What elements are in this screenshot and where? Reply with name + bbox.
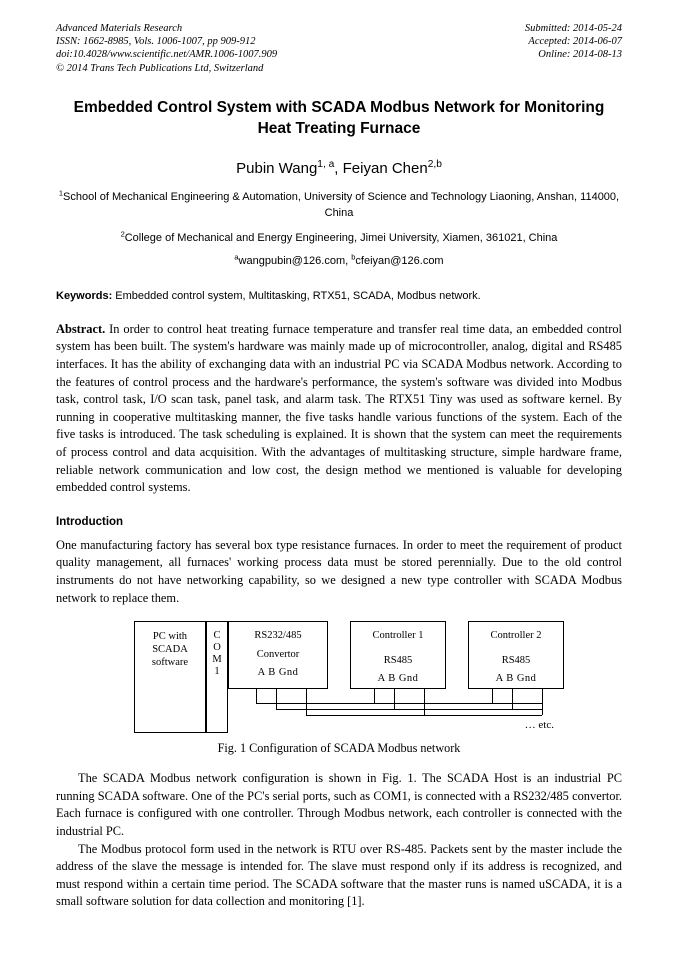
abstract-label: Abstract. (56, 321, 106, 336)
email-b-sup: b (351, 252, 356, 262)
figure-convertor-title: RS232/485 (254, 630, 302, 642)
author-2-name: Feiyan Chen (342, 159, 428, 177)
author-1-name: Pubin Wang (236, 159, 318, 177)
figure-1-caption: Fig. 1 Configuration of SCADA Modbus network (217, 741, 461, 756)
page-header (56, 22, 622, 75)
figure-com-box (206, 621, 228, 733)
figure-controller-1-sub: RS485 (383, 655, 413, 667)
paper-title: Embedded Control System with SCADA Modbus Network for Monitoring Heat Treating Furnace (73, 98, 605, 137)
keywords-line (56, 289, 622, 304)
figure-controller-2-sub: RS485 (501, 655, 531, 667)
figure-pc-label: PC with SCADA software (151, 631, 189, 669)
figure-etc-label: … etc. (524, 719, 554, 732)
affiliation-1-text: School of Mechanical Engineering & Automation, University of Science and Technology Liaoning, Anshan, 114000, China (63, 190, 620, 219)
email-a-sup: a (234, 252, 239, 262)
affiliation-2-text: College of Mechanical and Energy Engineering, Jimei University, Xiamen, 361021, China (124, 231, 558, 244)
affiliation-2-sup: 2 (120, 229, 125, 239)
figure-bus-b (276, 709, 542, 710)
keywords-text: Embedded control system, Multitasking, RTX51, SCADA, Modbus network. (112, 289, 481, 302)
figure-wire-conv-a-v (256, 689, 257, 703)
figure-controller-1-box (350, 621, 446, 689)
figure-wire-c2-a-v (492, 689, 493, 703)
author-2-sup: 2,b (427, 158, 442, 170)
submitted-date: Submitted: 2014-05-24 (524, 23, 622, 34)
abstract-text: In order to control heat treating furnace temperature and transfer real time data, an embedded control system has been built. The system's hardware was mainly made up of microcontroller, analog, digital and RS485 interfaces. It has the ability of exchanging data with an industrial PC via SCADA Modbus network. According to the features of control process and the hardware's performance, the system's software was divided into Modbus task, control task, I/O scan task, panel task, and alarm task. The RTX51 Tiny was used as software kernel. By running in cooperative multitasking manner, the five tasks handle various functions of the system. Each of the five tasks is introduced. The task scheduling is explained. It is shown that the system can meet the requirements of process control and data acquisition. With the advantages of multitasking structure, simple hardware frame, reliable network communication and low cost, the design method we mentioned is valuable for developing embedded control systems. (56, 321, 622, 495)
author-emails (56, 252, 622, 267)
figure-1-diagram (134, 621, 554, 733)
figure-bus-b-riser (542, 709, 543, 715)
figure-convertor-box (228, 621, 328, 689)
figure-com-label: C O M 1 (212, 630, 222, 678)
keywords-label: Keywords: (56, 289, 113, 302)
journal-name: Advanced Materials Research (56, 23, 183, 34)
figure-wire-conv-b-v (276, 689, 277, 709)
intro-paragraph-1: One manufacturing factory has several box type resistance furnaces. In order to meet the requirement of product quality management, all furnaces' working process data must be stored perennially. Due to the old control instruments do not have networking capability, so we designed a new type controller with SCADA Modbus network to replace them. (56, 537, 622, 605)
figure-pc-box (134, 621, 206, 733)
affiliation-1 (56, 189, 622, 221)
figure-controller-2-box (468, 621, 564, 689)
author-1-sup: 1, a (317, 158, 335, 170)
issn-line: ISSN: 1662-8985, Vols. 1006-1007, pp 909-912 (56, 36, 256, 48)
intro-paragraph-3: The Modbus protocol form used in the network is RTU over RS-485. Packets sent by the master include the address of the slave the message is intended for. The slave must respond only if its address is recognized, and must respond within a certain time period. The SCADA software that the master runs is named uSCADA, it is a small software solution for data collection and monitoring [1]. (56, 841, 622, 909)
author-list (56, 159, 622, 179)
affiliation-1-sup: 1 (58, 188, 64, 198)
figure-convertor-pins: A B Gnd (257, 667, 299, 679)
section-heading-introduction: Introduction (56, 515, 124, 528)
email-a: wangpubin@126.com, (238, 254, 352, 267)
abstract-paragraph (56, 321, 622, 497)
online-date: Online: 2014-08-13 (538, 49, 622, 61)
figure-bus-a (256, 703, 542, 704)
affiliation-2 (56, 230, 622, 246)
figure-wire-conv-g-v (306, 689, 307, 715)
figure-controller-1-title: Controller 1 (372, 630, 424, 642)
copyright-line: © 2014 Trans Tech Publications Ltd, Switzerland (56, 62, 264, 74)
figure-convertor-sub: Convertor (256, 649, 300, 661)
figure-wire-c2-b-v (512, 689, 513, 709)
figure-wire-c1-a-v (374, 689, 375, 703)
figure-wire-c1-g-v (424, 689, 425, 715)
figure-controller-2-pins: A B Gnd (495, 673, 537, 685)
intro-paragraph-2: The SCADA Modbus network configuration is shown in Fig. 1. The SCADA Host is an industrial PC running SCADA software. One of the PC's serial ports, such as COM1, is connected with a RS232/485 convertor. Each furnace is configured with one controller. Through Modbus network, each controller is connected with the industrial PC. (56, 771, 622, 838)
figure-controller-1-pins: A B Gnd (377, 673, 419, 685)
figure-controller-2-title: Controller 2 (490, 630, 542, 642)
figure-pc-bottom-edge (134, 732, 228, 733)
doi-line: doi:10.4028/www.scientific.net/AMR.1006-1007.909 (56, 49, 278, 61)
accepted-date: Accepted: 2014-06-07 (528, 36, 622, 48)
email-b: cfeiyan@126.com (355, 254, 444, 267)
figure-bus-gnd (306, 715, 542, 716)
author-separator: , (334, 159, 343, 177)
figure-wire-c1-b-v (394, 689, 395, 709)
